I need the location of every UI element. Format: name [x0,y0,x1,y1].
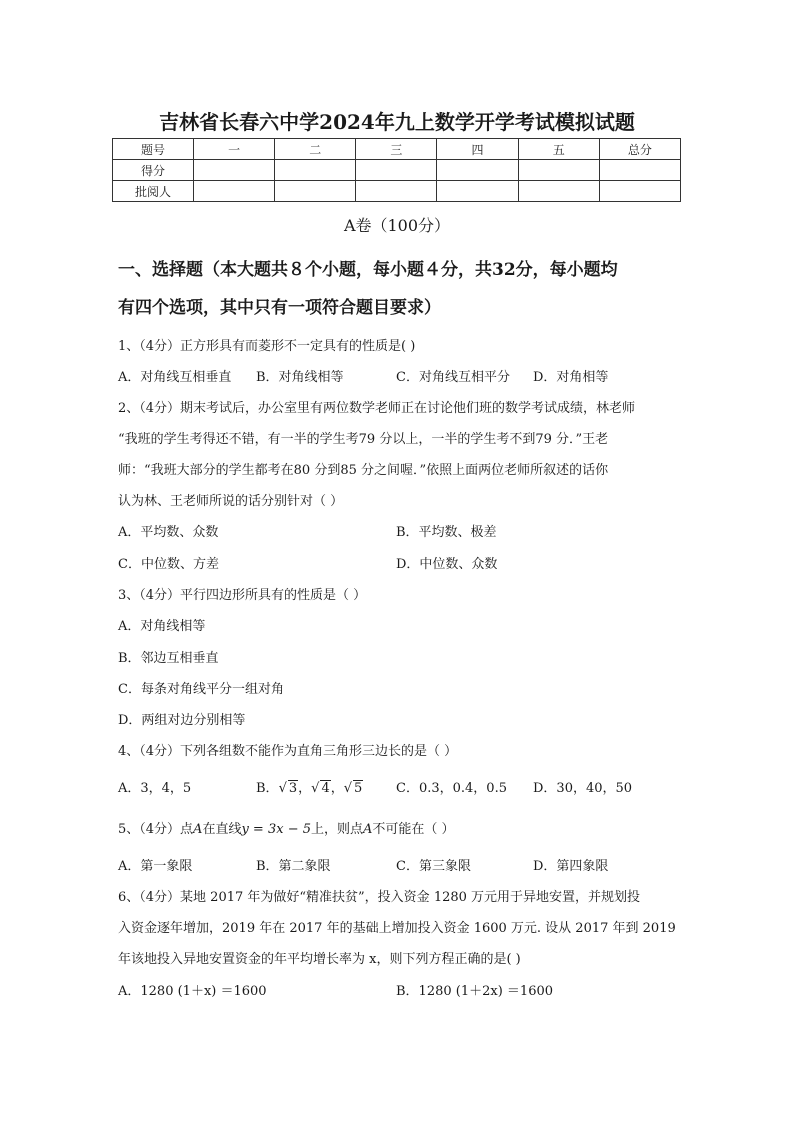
table-cell: 批阅人 [113,181,194,202]
table-cell [356,181,437,202]
table-cell [356,160,437,181]
question-5-stem [118,818,455,837]
q5-text: 上，则点 [311,822,364,837]
score-table-row [113,160,681,181]
score-table [112,138,681,202]
table-cell: 二 [275,139,356,160]
question-1-option-d: D．对角相等 [533,370,609,385]
question-4-stem: 4、（4分）下列各组数不能作为直角三角形三边长的是（ ） [118,744,458,759]
table-cell: 一 [194,139,275,160]
q5-text: 在直线 [202,822,242,837]
question-3-option-b: B．邻边互相垂直 [118,651,219,666]
exam-title: 吉林省长春六中学2024年九上数学开学考试模拟试题 [159,110,635,134]
question-6-option-b: B．1280 (1＋2x) ＝1600 [396,984,554,999]
q5-text: 不可能在（ ） [372,822,455,837]
separator: ， [298,781,312,796]
table-cell [275,160,356,181]
question-5-option-d: D．第四象限 [533,859,609,874]
question-5-option-c: C．第三象限 [396,859,471,874]
question-2-line4: 认为林、王老师所说的话分别针对（ ） [118,494,344,509]
line-equation: y = 3x − 5 [241,822,311,837]
table-cell [599,181,680,202]
point-a: A [363,822,373,837]
question-3-option-d: D．两组对边分别相等 [118,713,246,728]
table-cell [518,181,599,202]
question-1-option-a: A．对角线互相垂直 [118,370,232,385]
question-4-option-a: A．3，4，5 [118,781,192,796]
table-cell: 四 [437,139,518,160]
question-6-option-a: A．1280 (1＋x) ＝1600 [118,984,267,999]
question-1-option-c: C．对角线互相平分 [396,370,510,385]
question-3-option-c: C．每条对角线平分一组对角 [118,682,284,697]
radicand: 5 [354,781,363,796]
question-2-line3: 师：“我班大部分的学生都考在80 分到85 分之间喔．”依照上面两位老师所叙述的话你 [118,463,609,478]
radicand: 4 [321,781,330,796]
paper-a-subtitle: A卷（100分） [343,216,451,235]
question-1-stem: 1、（4分）正方形具有而菱形不一定具有的性质是( ) [118,339,416,354]
question-4-option-b [256,777,363,796]
table-cell: 五 [518,139,599,160]
question-2-option-a: A．平均数、众数 [118,525,219,540]
table-cell [275,181,356,202]
table-cell [194,181,275,202]
question-5-option-a: A．第一象限 [118,859,193,874]
radicand: 3 [288,781,298,796]
option-label: B． [256,781,279,796]
sqrt-sign: √ [278,781,287,796]
score-table-row [113,181,681,202]
table-cell [437,160,518,181]
question-1-option-b: B．对角线相等 [256,370,344,385]
sqrt-sign: √ [343,781,353,796]
separator: ， [330,781,344,796]
table-cell: 得分 [113,160,194,181]
point-a: A [193,822,203,837]
question-3-stem: 3、（4分）平行四边形所具有的性质是（ ） [118,588,367,603]
table-cell: 题号 [113,139,194,160]
table-cell: 三 [356,139,437,160]
question-4-option-d: D．30，40，50 [533,781,633,796]
question-2-option-c: C．中位数、方差 [118,557,219,572]
question-2-line2: “我班的学生考得还不错，有一半的学生考79 分以上，一半的学生考不到79 分．”王老 [118,432,609,447]
table-cell [518,160,599,181]
question-6-line3: 年该地投入异地安置资金的年平均增长率为 x，则下列方程正确的是( ) [118,952,521,967]
section-heading-line1: 一、选择题（本大题共８个小题，每小题４分，共32分，每小题均 [118,260,618,280]
q5-text: 5、（4分）点 [118,822,194,837]
question-6-line1: 6、（4分）某地 2017 年为做好“精准扶贫”，投入资金 1280 万元用于异地安置，并规划投 [118,890,641,905]
section-heading-line2: 有四个选项，其中只有一项符合题目要求） [118,298,441,318]
score-table-header-row [113,139,681,160]
question-4-option-c: C．0.3，0.4，0.5 [396,781,507,796]
table-cell [194,160,275,181]
table-cell [599,160,680,181]
question-3-option-a: A．对角线相等 [118,619,206,634]
table-cell: 总分 [599,139,680,160]
question-2-option-d: D．中位数、众数 [396,557,498,572]
question-6-line2: 入资金逐年增加，2019 年在 2017 年的基础上增加投入资金 1600 万元. 设从 2017 年到 2019 [118,921,676,936]
table-cell [437,181,518,202]
question-2-option-b: B．平均数、极差 [396,525,497,540]
question-5-option-b: B．第二象限 [256,859,331,874]
question-2-line1: 2、（4分）期末考试后，办公室里有两位数学老师正在讨论他们班的数学考试成绩，林老师 [118,401,636,416]
sqrt-sign: √ [311,781,320,796]
